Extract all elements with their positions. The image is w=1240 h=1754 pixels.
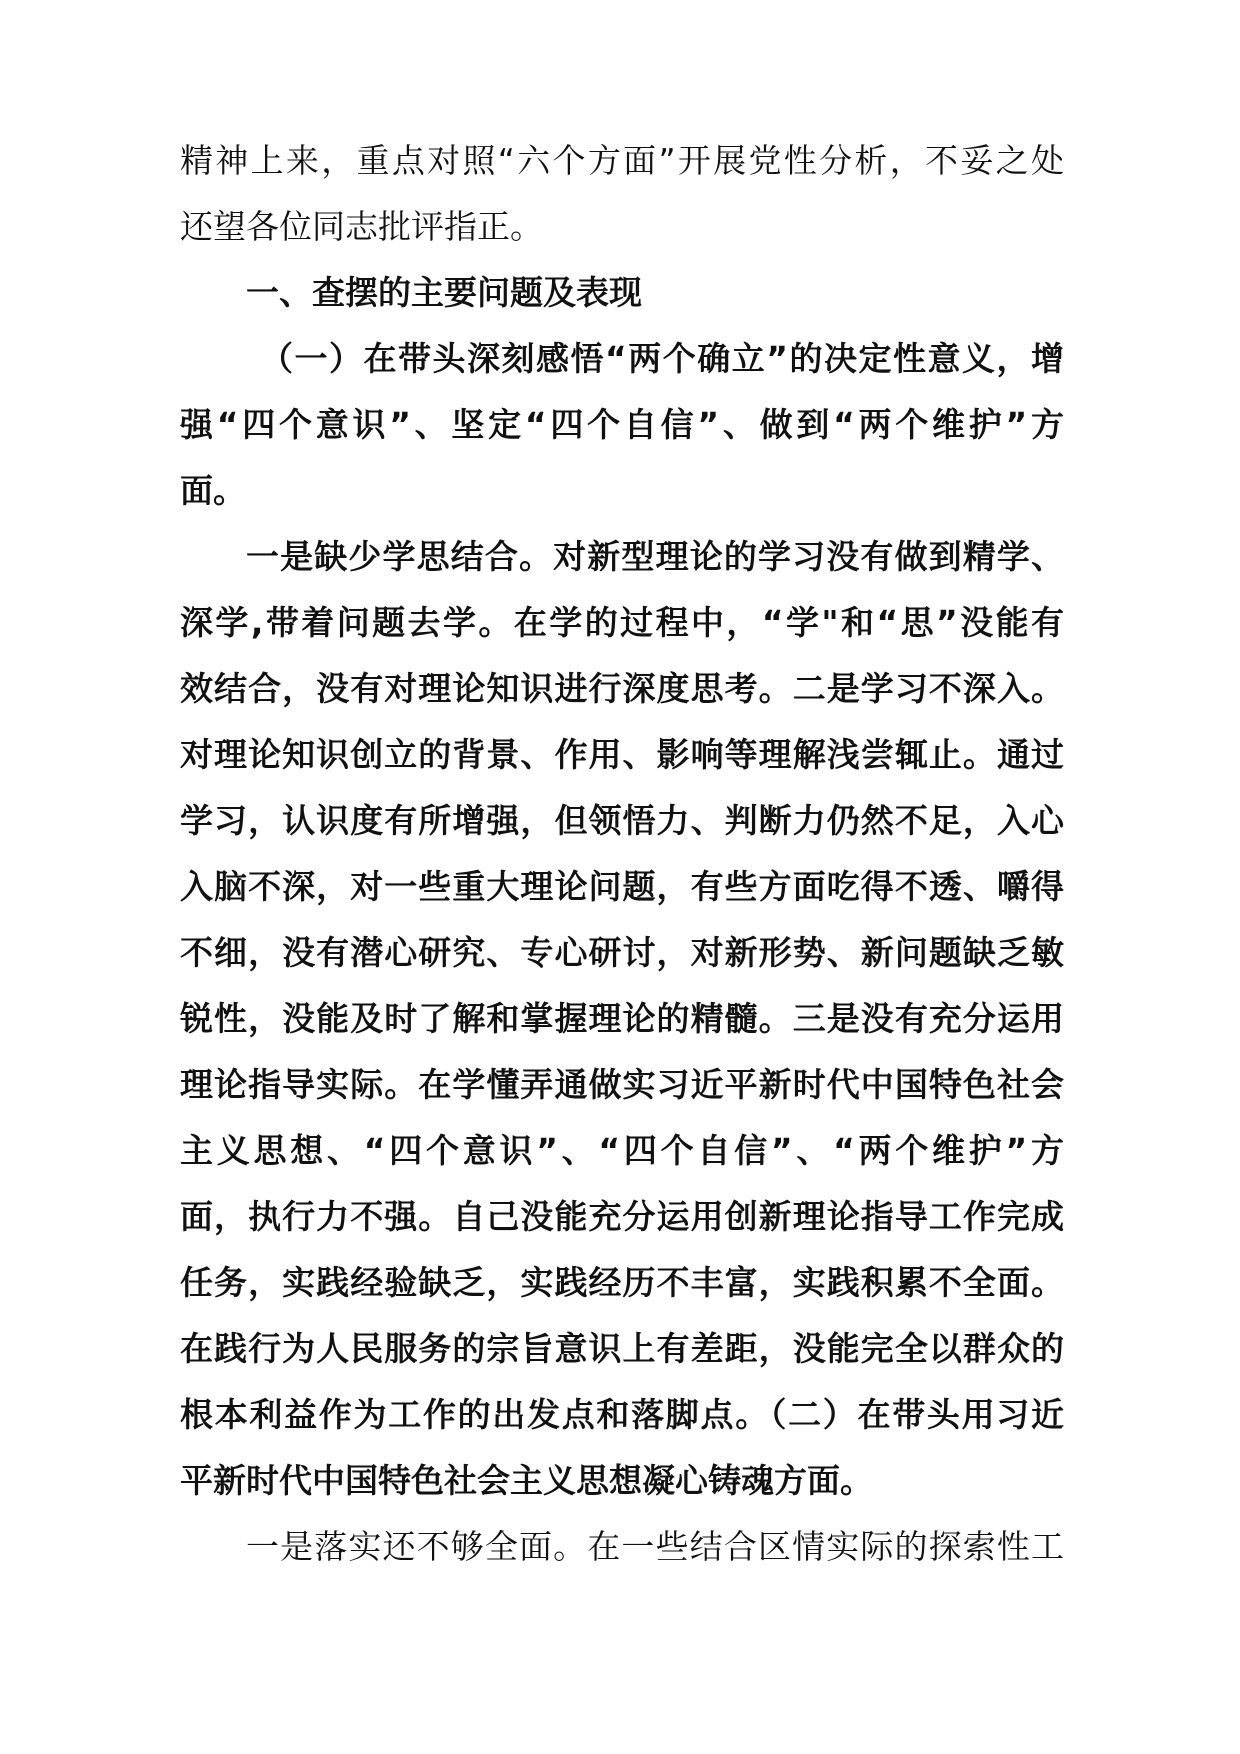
text-line: 不细，没有潜心研究、专心研讨，对新形势、新问题缺乏敏 <box>180 933 1064 972</box>
text-line: 平新时代中国特色社会主义思想凝心铸魂方面。 <box>180 1461 873 1500</box>
subsection-heading: 强“四个意识”、坚定“四个自信”、做到“两个维护”方 <box>180 405 1064 444</box>
text-line: 面，执行力不强。自己没能充分运用创新理论指导工作完成 <box>180 1197 1064 1236</box>
text-line: 锐性，没能及时了解和掌握理论的精髓。三是没有充分运用 <box>180 999 1064 1038</box>
text-line: 学习，认识度有所增强，但领悟力、判断力仍然不足，入心 <box>180 801 1064 840</box>
text-line: 精神上来，重点对照“六个方面”开展党性分析，不妥之处 <box>180 141 1064 180</box>
text-line: 理论指导实际。在学懂弄通做实习近平新时代中国特色社会 <box>180 1065 1064 1104</box>
text-line: 一是缺少学思结合。对新型理论的学习没有做到精学、 <box>246 537 1064 576</box>
text-line: 任务，实践经验缺乏，实践经历不丰富，实践积累不全面。 <box>180 1263 1064 1302</box>
subsection-heading: （一）在带头深刻感悟“两个确立”的决定性意义，增 <box>260 339 1064 378</box>
text-line: 效结合，没有对理论知识进行深度思考。二是学习不深入。 <box>180 669 1064 708</box>
text-line: 根本利益作为工作的出发点和落脚点。（二）在带头用习近 <box>180 1395 1064 1434</box>
text-line: 入脑不深，对一些重大理论问题，有些方面吃得不透、嚼得 <box>180 867 1064 906</box>
text-line: 深学,带着问题去学。在学的过程中，“学"和“思”没能有 <box>180 603 1064 642</box>
subsection-heading: 面。 <box>180 471 246 510</box>
text-line: 一是落实还不够全面。在一些结合区情实际的探索性工 <box>246 1527 1064 1566</box>
text-line: 主义思想、“四个意识”、“四个自信”、“两个维护”方 <box>180 1131 1064 1170</box>
section-heading: 一、查摆的主要问题及表现 <box>246 273 642 312</box>
text-line: 还望各位同志批评指正。 <box>180 207 543 246</box>
text-line: 对理论知识创立的背景、作用、影响等理解浅尝辄止。通过 <box>180 735 1064 774</box>
text-line: 在践行为人民服务的宗旨意识上有差距，没能完全以群众的 <box>180 1329 1064 1368</box>
document-body <box>180 128 1064 1580</box>
